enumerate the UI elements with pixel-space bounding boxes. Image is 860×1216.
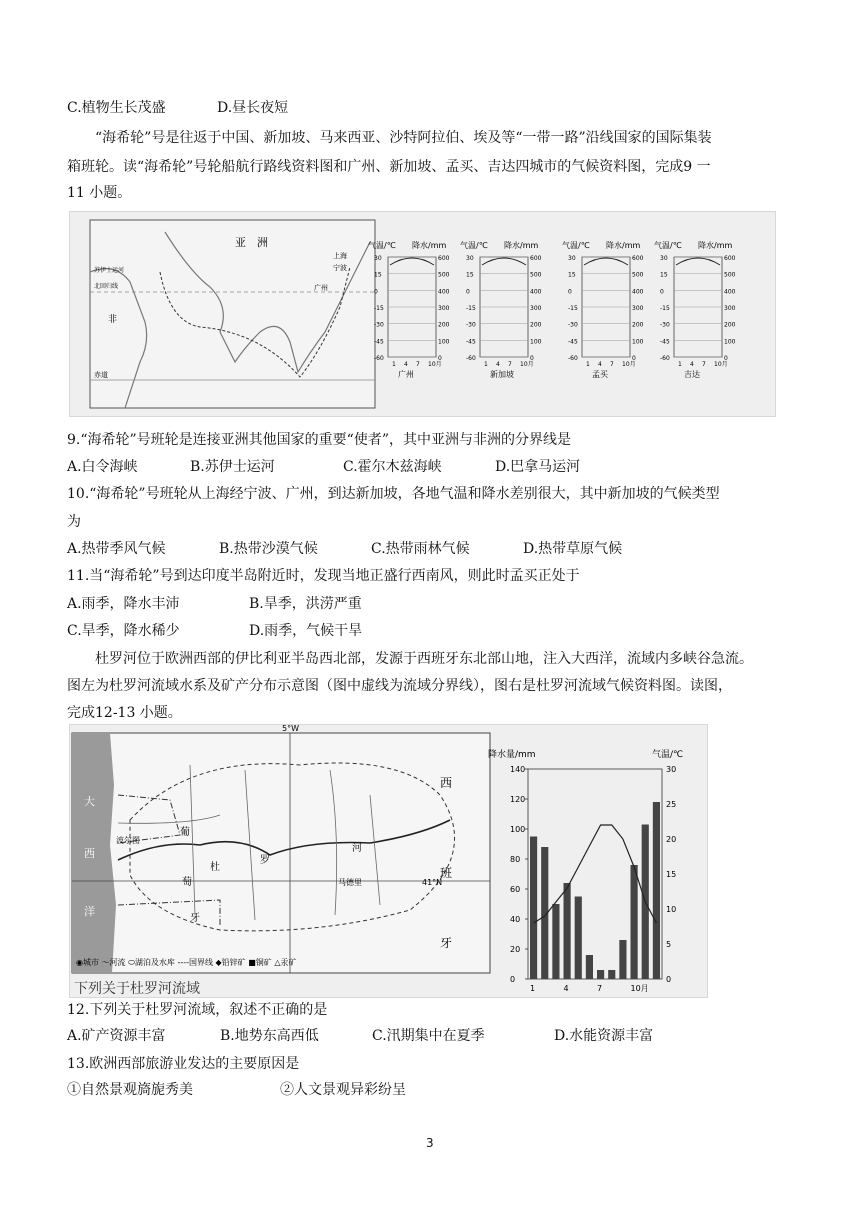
label-spain-2: 班	[440, 866, 453, 880]
precip-tick-label: 400	[724, 288, 736, 296]
temp-tick-label: 0	[660, 288, 664, 296]
q10-option-c: C.热带雨林气候	[371, 541, 470, 557]
figure-duero	[69, 724, 708, 998]
precip-tick-label: 300	[530, 305, 542, 312]
temperature-curve	[676, 258, 720, 265]
temp-tick-label: -30	[568, 321, 578, 329]
label-portugal-2: 萄	[182, 877, 192, 888]
precip-tick-label: 100	[438, 338, 450, 346]
precip-bar	[653, 802, 660, 979]
temp-axis-title: 气温/℃	[368, 241, 396, 250]
month-tick-label: 10月	[714, 361, 728, 368]
label-city: 马德里	[338, 878, 362, 887]
label-porto: 波尔图	[116, 836, 140, 845]
precip-tick-label: 200	[530, 321, 542, 329]
label-ocean-1: 大	[84, 795, 95, 808]
precip-tick-label: 600	[438, 255, 450, 262]
q11-stem: 11.当“海希轮”号到达印度半岛附近时，发现当地正盛行西南风，则此时孟买正处于	[67, 568, 580, 584]
temp-tick-label: 15	[374, 271, 382, 279]
label-ocean-2: 西	[84, 847, 95, 860]
q10-stem-line1: 10.“海希轮”号班轮从上海经宁波、广州，到达新加坡，各地气温和降水差别很大，其中新加坡的气候类型	[67, 486, 720, 502]
precip-bar	[597, 970, 604, 979]
temp-tick-label: -60	[568, 355, 578, 362]
precip-tick-label: 200	[724, 321, 736, 329]
label-tropic: 北回归线	[94, 283, 119, 290]
precip-tick-label: 300	[724, 305, 736, 312]
temp-tick-label: 0	[466, 288, 470, 296]
passage2-line2: 图左为杜罗河流域水系及矿产分布示意图（图中虚线为流域分界线），图右是杜罗河流域气候资料图。读图，	[67, 678, 732, 694]
precip-bar	[619, 940, 626, 979]
climate-panel-1	[368, 240, 450, 379]
label-parallel: 41°N	[422, 878, 443, 887]
temp-tick-label: -30	[466, 321, 476, 329]
q11-options-cd	[67, 621, 362, 641]
temp-tick-label: 0	[374, 288, 378, 296]
city-label: 广州	[398, 370, 414, 379]
precip-tick-label: 500	[530, 271, 542, 279]
month-tick-label: 1	[530, 984, 536, 993]
precip-tick-label: 200	[632, 321, 644, 329]
y-tick-label: 60	[510, 885, 521, 894]
temp-tick-label: 30	[374, 255, 382, 262]
label-equator: 赤道	[94, 371, 108, 379]
precip-bar	[552, 904, 559, 979]
precip-bar	[608, 970, 615, 979]
city-label: 孟买	[592, 370, 608, 379]
q12-options	[67, 1026, 653, 1046]
temp-axis-title: 气温/℃	[562, 241, 590, 250]
precip-tick-label: 300	[438, 305, 450, 312]
temp-tick-label: 15	[660, 271, 668, 279]
precip-tick-label: 0	[632, 355, 636, 362]
temp-axis-title: 气温/℃	[654, 241, 682, 250]
month-tick-label: 7	[416, 361, 420, 368]
precip-tick-label: 300	[632, 305, 644, 312]
y2-tick-label: 0	[666, 975, 672, 984]
q13-option-1: ①自然景观旖旎秀美	[67, 1082, 193, 1098]
temp-axis-title: 气温/℃	[460, 241, 488, 250]
climate-panel-2	[460, 240, 542, 379]
month-tick-label: 4	[496, 361, 500, 368]
month-tick-label: 1	[678, 361, 682, 368]
q9-option-b: B.苏伊士运河	[190, 459, 275, 475]
precip-tick-label: 100	[724, 338, 736, 346]
precip-tick-label: 600	[632, 255, 644, 262]
y2-tick-label: 20	[666, 835, 677, 844]
month-tick-label: 10月	[520, 361, 534, 368]
passage2-line3: 完成12-13 小题。	[67, 705, 182, 721]
label-africa: 非	[108, 315, 118, 325]
passage2-line1: 杜罗河位于欧洲西部的伊比利亚半岛西北部，发源于西班牙东北部山地，注入大西洋，流域内多峡谷急流。	[95, 651, 753, 667]
figure-route-climate-svg	[70, 212, 775, 416]
q10-option-b: B.热带沙漠气候	[219, 541, 318, 557]
y-tick-label: 100	[510, 825, 526, 834]
y-tick-label: 20	[510, 945, 521, 954]
figure-duero-svg	[70, 725, 707, 997]
precip-bar	[564, 883, 571, 979]
q13-stem: 13.欧洲西部旅游业发达的主要原因是	[67, 1056, 300, 1072]
temperature-curve	[482, 258, 526, 265]
temp-tick-label: -15	[568, 305, 578, 312]
q12-option-a: A.矿产资源丰富	[67, 1028, 166, 1044]
precip-bar	[586, 955, 593, 979]
q8-option-d: D.昼长夜短	[217, 100, 289, 116]
month-tick-label: 10月	[428, 361, 442, 368]
q11-option-b: B.旱季，洪涝严重	[249, 596, 362, 612]
duero-map	[72, 725, 490, 997]
q13-option-2: ②人文景观异彩纷呈	[280, 1082, 406, 1098]
q9-option-a: A.白令海峡	[67, 459, 138, 475]
temp-tick-label: -15	[466, 305, 476, 312]
precip-tick-label: 0	[438, 355, 442, 362]
climate-panel-3	[562, 240, 644, 379]
month-tick-label: 10月	[630, 984, 649, 993]
label-spain-3: 牙	[440, 936, 453, 950]
precip-axis-title: 降水/mm	[698, 241, 733, 250]
q9-stem: 9.“海希轮”号班轮是连接亚洲其他国家的重要“使者”，其中亚洲与非洲的分界线是	[67, 432, 571, 448]
month-tick-label: 1	[586, 361, 590, 368]
temp-tick-label: 15	[466, 271, 474, 279]
precip-tick-label: 500	[632, 271, 644, 279]
passage1-line3: 11 小题。	[67, 185, 132, 201]
precip-tick-label: 400	[632, 288, 644, 296]
q11-option-c: C.旱季，降水稀少	[67, 623, 180, 639]
month-tick-label: 7	[610, 361, 614, 368]
y2-tick-label: 5	[666, 940, 672, 949]
month-tick-label: 4	[690, 361, 694, 368]
y2-tick-label: 30	[666, 765, 677, 774]
precip-axis-title: 降水/mm	[412, 241, 447, 250]
q13-options	[67, 1080, 406, 1100]
temp-tick-label: -30	[374, 321, 384, 329]
precip-tick-label: 600	[530, 255, 542, 262]
month-tick-label: 4	[563, 984, 569, 993]
temp-tick-label: 30	[466, 255, 474, 262]
y2-tick-label: 15	[666, 870, 677, 879]
label-portugal-3: 牙	[190, 913, 200, 924]
month-tick-label: 1	[392, 361, 396, 368]
precip-tick-label: 500	[724, 271, 736, 279]
label-ocean-3: 洋	[84, 905, 95, 918]
y-tick-label: 40	[510, 915, 521, 924]
q12-option-c: C.汛期集中在夏季	[372, 1028, 485, 1044]
q10-option-a: A.热带季风气候	[67, 541, 166, 557]
month-tick-label: 1	[484, 361, 488, 368]
temp-tick-label: -60	[374, 355, 384, 362]
label-meridian: 5°W	[282, 725, 299, 733]
y-axis-title: 降水量/mm	[488, 750, 536, 760]
temp-tick-label: -45	[568, 338, 578, 346]
precip-bar	[631, 865, 638, 979]
q12-option-b: B.地势东高西低	[220, 1028, 319, 1044]
y2-axis-title: 气温/℃	[652, 750, 684, 760]
city-label: 吉达	[684, 370, 700, 379]
figure-route-climate	[69, 211, 776, 417]
q11-option-d: D.雨季，气候干旱	[249, 623, 363, 639]
q8-options	[67, 98, 288, 118]
passage1-line2: 箱班轮。读“海希轮”号轮船航行路线资料图和广州、新加坡、孟买、吉达四城市的气候资料图，完成9 一	[67, 159, 711, 175]
page-number: 3	[426, 1136, 434, 1150]
duero-climate-chart	[488, 748, 683, 993]
q9-option-c: C.霍尔木兹海峡	[343, 459, 442, 475]
temperature-line	[534, 825, 657, 923]
precip-tick-label: 600	[724, 255, 736, 262]
precip-tick-label: 500	[438, 271, 450, 279]
temp-tick-label: 30	[660, 255, 668, 262]
label-shanghai: 上海	[333, 252, 347, 260]
label-portugal-1: 葡	[180, 827, 190, 838]
passage1-line1: “海希轮”号是往返于中国、新加坡、马来西亚、沙特阿拉伯、埃及等“一带一路”沿线国家的国际集装	[95, 130, 712, 146]
precip-tick-label: 0	[724, 355, 728, 362]
climate-panel-4	[654, 240, 736, 379]
precip-tick-label: 0	[530, 355, 534, 362]
temp-tick-label: -60	[466, 355, 476, 362]
temp-tick-label: 30	[568, 255, 576, 262]
map-legend: ◉城市 ～河流 ⬭湖泊及水库 ----国界线 ◆铅锌矿 ■铜矿 △汞矿	[76, 958, 297, 967]
temp-tick-label: -45	[660, 338, 670, 346]
q10-option-d: D.热带草原气候	[523, 541, 623, 557]
y-tick-label: 120	[510, 795, 526, 804]
temp-tick-label: -60	[660, 355, 670, 362]
label-ningbo: 宁波	[333, 264, 347, 272]
label-suez: 苏伊士运河	[94, 267, 125, 274]
city-label: 新加坡	[490, 370, 514, 379]
temperature-curve	[390, 258, 434, 265]
overlay-text: 下列关于杜罗河流域	[74, 981, 200, 997]
precip-bar	[575, 897, 582, 980]
q8-option-c: C.植物生长茂盛	[67, 100, 166, 116]
precip-axis-title: 降水/mm	[504, 241, 539, 250]
temp-tick-label: 15	[568, 271, 576, 279]
y2-tick-label: 25	[666, 800, 677, 809]
q12-stem: 12.下列关于杜罗河流域，叙述不正确的是	[67, 1002, 328, 1018]
label-river-2: 罗	[260, 855, 270, 866]
route-map	[90, 220, 375, 408]
q10-stem-line2: 为	[67, 514, 81, 530]
climate-charts	[368, 240, 736, 379]
precip-tick-label: 200	[438, 321, 450, 329]
q9-option-d: D.巴拿马运河	[495, 459, 581, 475]
temp-tick-label: -15	[374, 305, 384, 312]
precip-bar	[530, 837, 537, 980]
temp-tick-label: -30	[660, 321, 670, 329]
y-tick-label: 140	[510, 765, 526, 774]
temperature-curve	[584, 258, 628, 265]
y-tick-label: 80	[510, 855, 521, 864]
temp-tick-label: 0	[568, 288, 572, 296]
month-tick-label: 7	[702, 361, 706, 368]
precip-tick-label: 100	[632, 338, 644, 346]
q10-options	[67, 539, 622, 559]
q12-option-d: D.水能资源丰富	[554, 1028, 654, 1044]
precip-tick-label: 400	[438, 288, 450, 296]
y-tick-label: 0	[510, 975, 516, 984]
precip-tick-label: 100	[530, 338, 542, 346]
precip-axis-title: 降水/mm	[606, 241, 641, 250]
q11-options-ab	[67, 594, 362, 614]
month-tick-label: 7	[597, 984, 603, 993]
y2-tick-label: 10	[666, 905, 677, 914]
month-tick-label: 7	[508, 361, 512, 368]
month-tick-label: 4	[598, 361, 602, 368]
temp-tick-label: -45	[466, 338, 476, 346]
label-river-1: 杜	[210, 862, 220, 873]
q9-options	[67, 457, 580, 477]
precip-tick-label: 400	[530, 288, 542, 296]
label-asia: 亚 洲	[235, 236, 268, 249]
month-tick-label: 10月	[622, 361, 636, 368]
label-spain-1: 西	[440, 776, 453, 790]
temp-tick-label: -45	[374, 338, 384, 346]
month-tick-label: 4	[404, 361, 408, 368]
temp-tick-label: -15	[660, 305, 670, 312]
q11-option-a: A.雨季，降水丰沛	[67, 596, 180, 612]
label-river-3: 河	[352, 843, 362, 854]
label-guangzhou: 广州	[314, 284, 328, 292]
